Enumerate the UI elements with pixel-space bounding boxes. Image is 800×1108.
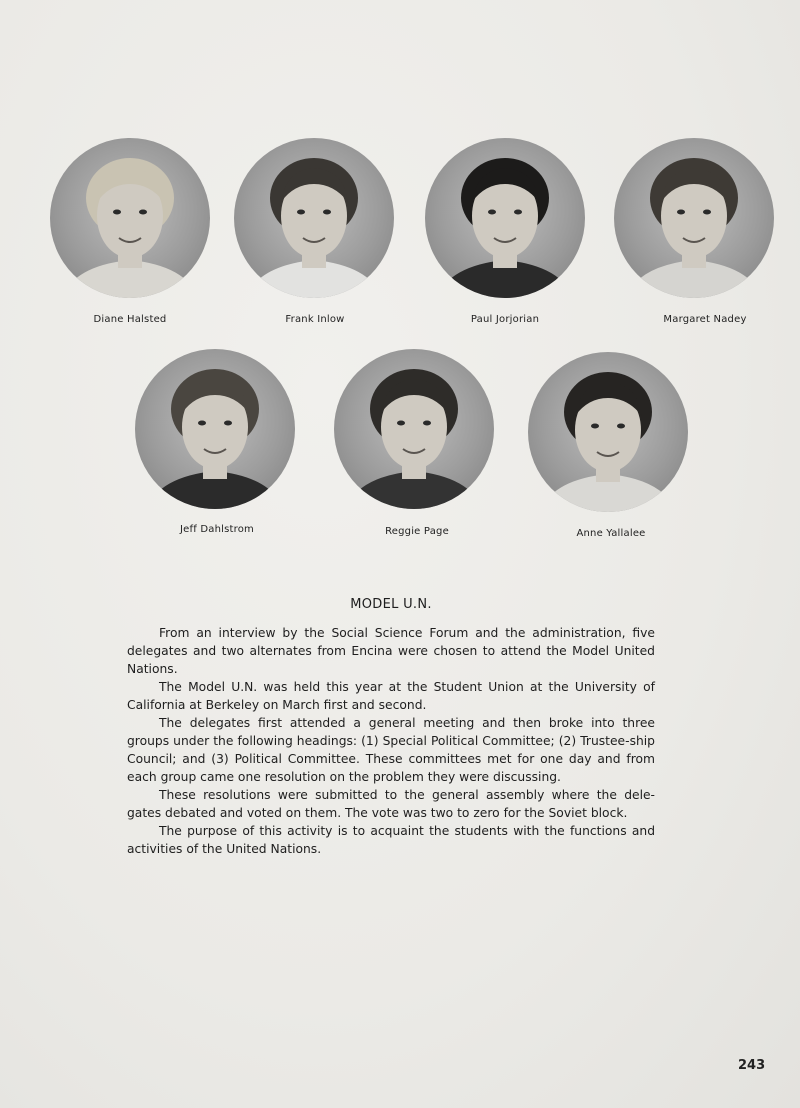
portrait-paul-jorjorian [425,138,585,298]
article-title: MODEL U.N. [350,597,432,612]
left-eye [113,210,121,215]
right-eye [224,421,232,426]
right-eye [323,210,331,215]
left-eye [488,210,496,215]
portrait-photo [425,138,585,298]
right-eye [514,210,522,215]
portrait-photo [614,138,774,298]
article-paragraph: From an interview by the Social Science Forum and the administration, five delegates and two alternates from Encina were chosen to attend the Model United Nations. [127,626,655,676]
caption-jeff-dahlstrom: Jeff Dahlstrom [180,524,254,535]
caption-reggie-page: Reggie Page [385,526,449,537]
left-eye [677,210,685,215]
article [127,597,655,858]
right-eye [139,210,147,215]
caption-paul-jorjorian: Paul Jorjorian [470,314,540,325]
portrait-photo [528,352,688,512]
caption-frank-inlow: Frank Inlow [285,314,345,325]
article-paragraph: The delegates first attended a general meeting and then broke into three groups under the following headings: (1) Special Political Committee; (2) Trustee-ship Council; and (3) Political Committee. These committees met for one day and from each group came one resolution on the problem they were discussing. [127,716,655,784]
caption-anne-yallalee: Anne Yallalee [576,528,646,539]
article-paragraph: These resolutions were submitted to the general assembly where the dele-gates debated and voted on them. The vote was two to zero for the Soviet block. [127,788,655,820]
right-eye [617,424,625,429]
portrait-anne-yallalee [528,352,688,512]
portrait-photo [135,349,295,509]
right-eye [703,210,711,215]
caption-diane-halsted: Diane Halsted [93,314,167,325]
portrait-photo [234,138,394,298]
left-eye [591,424,599,429]
portrait-jeff-dahlstrom [135,349,295,509]
portrait-frank-inlow [234,138,394,298]
article-paragraph: The Model U.N. was held this year at the Student Union at the University of California at Berkeley on March first and second. [127,680,655,712]
portrait-diane-halsted [50,138,210,298]
portrait-reggie-page [334,349,494,509]
left-eye [297,210,305,215]
article-paragraph: The purpose of this activity is to acquaint the students with the functions and activities of the United Nations. [127,824,655,856]
page-number: 243 [738,1058,766,1073]
portrait-photo [334,349,494,509]
caption-margaret-nadey: Margaret Nadey [663,314,747,325]
left-eye [397,421,405,426]
left-eye [198,421,206,426]
portrait-margaret-nadey [614,138,774,298]
article-body [127,624,655,858]
right-eye [423,421,431,426]
portrait-photo [50,138,210,298]
